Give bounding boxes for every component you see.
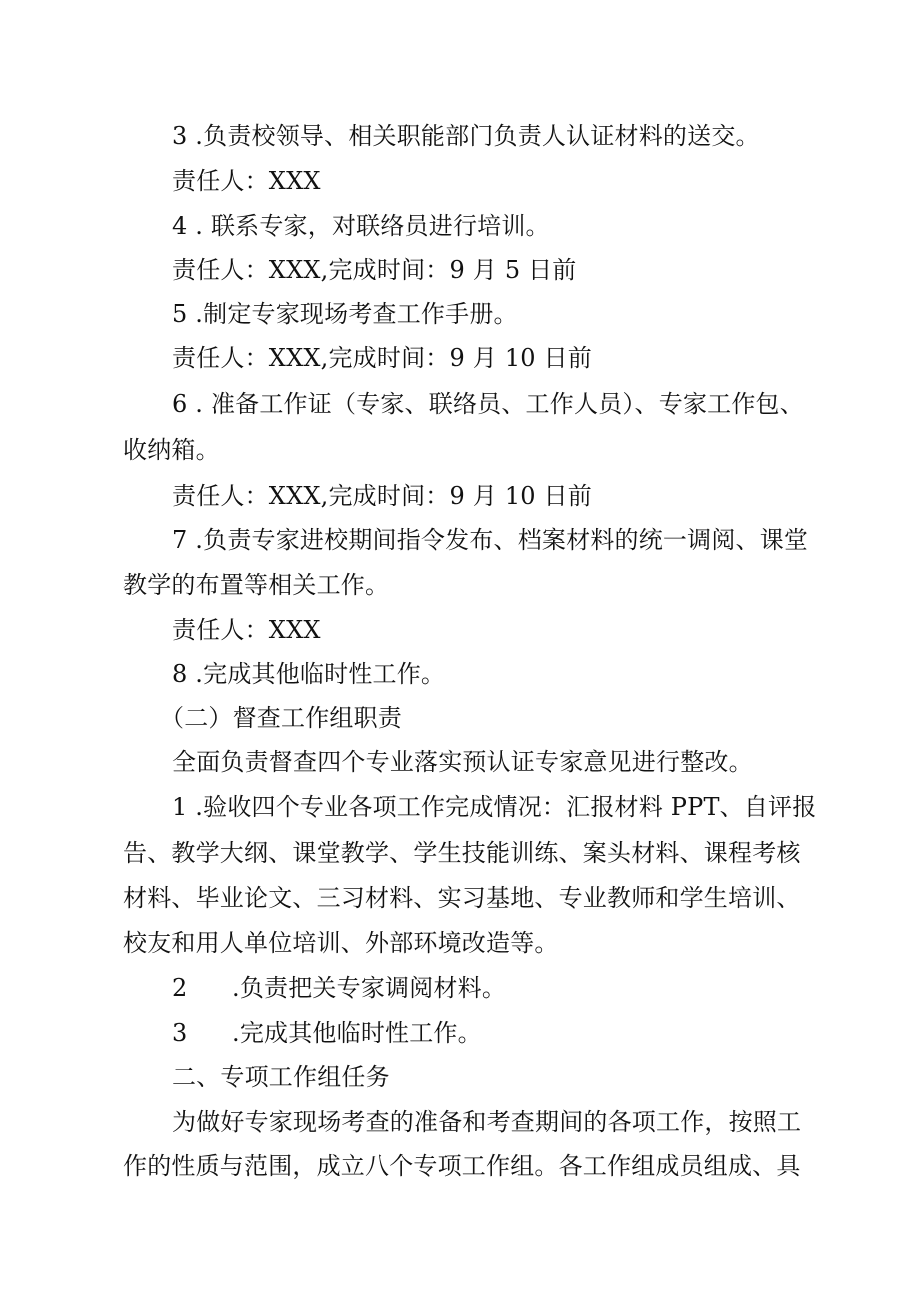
paragraph-line <box>172 973 872 1003</box>
paragraph-line: 责任人：XXX,完成时间：9 月 5 日前 <box>172 256 577 284</box>
paragraph-line: 告、教学大纲、课堂教学、学生技能训练、案头材料、课程考核 <box>123 839 801 867</box>
paragraph-line: 责任人：XXX <box>172 167 321 195</box>
paragraph-line: 6 . 准备工作证（专家、联络员、工作人员）、专家工作包、 <box>172 390 804 418</box>
paragraph-line: 责任人：XXX,完成时间：9 月 10 日前 <box>172 344 592 372</box>
section-heading: 二、专项工作组任务 <box>172 1063 390 1091</box>
list-number: 2 <box>172 974 188 1002</box>
list-number: 3 <box>172 1019 188 1047</box>
list-text: .负责把关专家调阅材料。 <box>232 974 507 1002</box>
paragraph-line: 8 .完成其他临时性工作。 <box>172 660 446 688</box>
paragraph-line: 1 .验收四个专业各项工作完成情况：汇报材料 PPT、自评报 <box>172 793 817 821</box>
paragraph-line: 收纳箱。 <box>123 436 220 464</box>
paragraph-line: 责任人：XXX <box>172 616 321 644</box>
paragraph-line: 7 .负责专家进校期间指令发布、档案材料的统一调阅、课堂 <box>172 526 809 554</box>
paragraph-line: 3 .负责校领导、相关职能部门负责人认证材料的送交。 <box>172 122 760 150</box>
paragraph-line: 教学的布置等相关工作。 <box>123 571 390 599</box>
paragraph-line: 4 . 联系专家，对联络员进行培训。 <box>172 212 550 240</box>
paragraph-line <box>172 1018 872 1048</box>
paragraph-line: 责任人：XXX,完成时间：9 月 10 日前 <box>172 482 592 510</box>
paragraph-line: 作的性质与范围，成立八个专项工作组。各工作组成员组成、具 <box>123 1152 801 1180</box>
paragraph-line: 材料、毕业论文、三习材料、实习基地、专业教师和学生培训、 <box>123 884 801 912</box>
paragraph-line: 校友和用人单位培训、外部环境改造等。 <box>123 929 559 957</box>
paragraph-line: 5 .制定专家现场考查工作手册。 <box>172 300 518 328</box>
paragraph-line: 为做好专家现场考查的准备和考查期间的各项工作，按照工 <box>172 1108 802 1136</box>
paragraph-line: 全面负责督查四个专业落实预认证专家意见进行整改。 <box>172 748 753 776</box>
list-text: .完成其他临时性工作。 <box>232 1019 482 1047</box>
section-heading: （二）督查工作组职责 <box>160 704 402 732</box>
